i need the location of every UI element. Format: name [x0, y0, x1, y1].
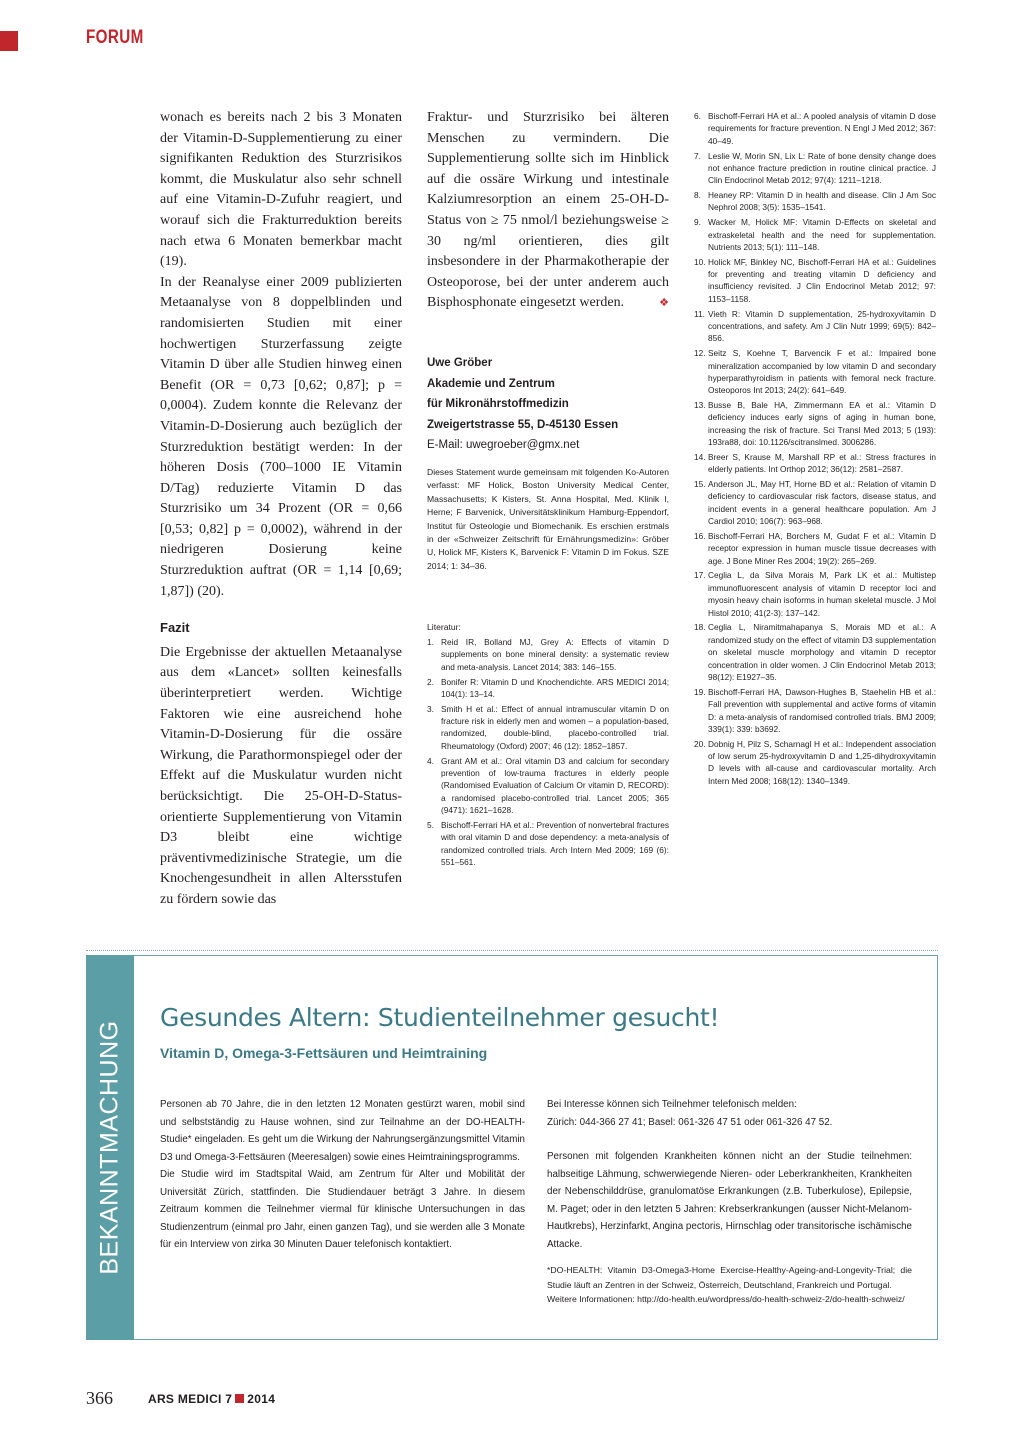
announcement-paragraph: Personen mit folgenden Krankheiten können nicht an der Studie teilnehmen: halbseitige Lähmung, schwerwiegende Nieren- oder Leberkrankheiten, Krankheiten der Nebenschilddrüse, granulomatöse Erkrankungen (z.B. Tuberkulose), Epilepsie, M. Paget; oder in den letzten 5 Jahren: Krebserkrankungen (ausser Nicht-Melanom-Hautkrebs), Herzinfarkt, Angina pectoris, Hirnschlag oder transitorische ischämische Attacke.	[547, 1151, 912, 1250]
reference-text: Heaney RP: Vitamin D in health and disease. Clin J Am Soc Nephrol 2008; 3(5): 1535–1541.	[708, 190, 936, 213]
reference-text: Dobnig H, Pilz S, Scharnagl H et al.: Independent association of low serum 25-hydroxyvitamin D and 1,25-dihydroxyvitamin D levels with all-cause and cardiovascular mortality. Arch Intern Med 2008; 168(12): 1340–1349.	[708, 738, 936, 786]
reference-item	[694, 399, 936, 449]
reference-number: 17.	[694, 570, 706, 581]
announcement-title: Gesundes Altern: Studienteilnehmer gesucht!	[160, 1003, 720, 1032]
reference-text: Grant AM et al.: Oral vitamin D3 and calcium for secondary prevention of low-trauma fractures in elderly people (Randomised Evaluation of Calcium Or vitamin D, RECORD): a randomised placebo-controlled trial. Lancet 2005; 365 (9471): 1621–1628.	[441, 755, 669, 816]
announcement-paragraph: Personen ab 70 Jahre, die in den letzten 12 Monaten gestürzt waren, mobil sind und selbstständig zu Hause wohnen, sind zur Teilnahme an der DO-HEALTH-Studie* eingeladen. Es geht um die Wirkung der Nahrungsergänzungsmittel Vitamin D3 und Omega-3-Fettsäuren (Meeresalgen) sowie eines Heimtrainingsprogramms.	[160, 1099, 525, 1163]
announcement-band-label-wrap	[86, 955, 134, 1340]
section-divider	[86, 950, 938, 951]
reference-number: 13.	[694, 400, 706, 411]
reference-item	[427, 636, 669, 673]
reference-text: Bonifer R: Vitamin D und Knochendichte. ARS MEDICI 2014; 104(1): 13–14.	[441, 676, 669, 699]
reference-list	[694, 110, 936, 790]
reference-item	[694, 189, 936, 214]
reference-text: Anderson JL, May HT, Horne BD et al.: Relation of vitamin D deficiency to cardiovascular risk factors, disease status, and incident events in a general healthcare population. Am J Cardiol 2010; 106(7): 963–968.	[708, 479, 936, 527]
reference-text: Ceglia L, Niramitmahapanya S, Morais MD et al.: A randomized study on the effect of vitamin D3 supplementation on skeletal muscle morphology and vitamin D receptor concentration in older women. J Clin Endocrinol Metab 2013; 98(12): E1927–35.	[708, 622, 936, 683]
reference-number: 5.	[427, 819, 434, 830]
reference-number: 9.	[694, 217, 701, 228]
reference-number: 1.	[427, 637, 434, 647]
journal-year: 2014	[247, 1392, 276, 1406]
reference-text: Reid IR, Bolland MJ, Grey A: Effects of vitamin D supplements on bone mineral density: a systematic review and meta-analysis. Lancet 2014; 383: 146–155.	[441, 637, 669, 672]
body-paragraph: In der Reanalyse einer 2009 publizierten Metaanalyse von 8 doppelblinden und randomisierten Studien mit einer hochwertigen Sturzerfassung zeigte Vitamin D über alle Studien hinweg einen Benefit (OR = 0,73 [0,62; 0,87]; p = 0,0004). Zudem konnte die Relevanz der Vitamin-D-Dosierung auch bezüglich der Sturzreduktion bestätigt werden: In der höheren Dosis (700–1000 IE Vitamin D/Tag) reduzierte Vitamin D das Sturzrisiko um 34 Prozent (OR = 0,66 [0,53; 0,82] p = 0,0002), während in der niedrigeren Dosierung keine Sturzreduktion auftrat (OR = 1,14 [0,69; 1,87]) (20).	[160, 274, 402, 599]
reference-text: Holick MF, Binkley NC, Bischoff-Ferrari HA et al.: Guidelines for preventing and treating vitamin D deficiency and insufficiency revisited. J Clin Endocrinol Metab 2012; 97: 1153–1158.	[708, 256, 936, 304]
spacer	[547, 1131, 912, 1148]
body-paragraph: Die Ergebnisse der aktuellen Metaanalyse aus dem «Lancet» sollten keinesfalls überinterpretiert werden. Wichtige Faktoren wie eine ausreichend hohe Vitamin-D-Dosierung für die ossäre Wirkung, die Parathormonspiegel oder der Effekt auf die Muskulatur wurden nicht berücksichtigt. Die 25-OH-D-Status-orientierte Supplementierung von Vitamin D3 bleibt eine wichtige präventivmedizinische Strategie, um die Knochengesundheit in allen Altersstufen zu fördern sowie das	[160, 644, 402, 907]
reference-number: 15.	[694, 479, 706, 490]
reference-item	[427, 676, 669, 701]
body-column-1	[160, 108, 402, 911]
reference-item	[427, 755, 669, 817]
reference-number: 19.	[694, 686, 706, 697]
reference-text: Ceglia L, da Silva Morais M, Park LK et al.: Multistep immunofluorescent analysis of vitamin D receptor loci and myosin heavy chain isoforms in human skeletal muscle. J Mol Histol 2010; 41(2-3): 137–142.	[708, 570, 936, 618]
body-paragraph	[427, 108, 669, 314]
reference-text: Bischoff-Ferrari HA, Dawson-Hughes B, Staehelin HB et al.: Fall prevention with supplemental and active forms of vitamin D: a meta-analysis of randomised controlled trials. BMJ 2009; 339(1): 339: b3692.	[708, 686, 936, 734]
reference-item	[694, 256, 936, 306]
journal-name: ARS MEDICI 7	[148, 1392, 233, 1406]
page-number: 366	[86, 1388, 113, 1408]
reference-item	[694, 150, 936, 187]
reference-number: 12.	[694, 348, 706, 359]
announcement-paragraph: Die Studie wird im Stadtspital Waid, am Zentrum für Alter und Mobilität der Universität Zürich, stattfinden. Die Studiendauer beträgt 3 Jahre. In diesem Zeitraum kommen die Teilnehmer viermal für klinische Untersuchungen in das Studienzentrum (einmal pro Jahr, einen ganzen Tag), und sie werden alle 3 Monate für ein Interview von zirka 30 Minuten Dauer telefonisch kontaktiert.	[160, 1169, 525, 1250]
reference-item	[427, 819, 669, 869]
reference-item	[694, 530, 936, 567]
reference-item	[694, 738, 936, 788]
reference-text: Wacker M, Holick MF: Vitamin D-Effects on skeletal and extraskeletal health and the need for supplementation. Nutrients 2013; 5(1): 111–148.	[708, 217, 936, 252]
spacer	[547, 1253, 912, 1263]
announcement-link[interactable]: Weitere Informationen: http://do-health.eu/wordpress/do-health-schweiz-2/do-health-schweiz/	[547, 1294, 905, 1305]
section-heading-fazit: Fazit	[160, 620, 190, 636]
reference-list	[427, 636, 669, 871]
author-email[interactable]: E-Mail: uwegroeber@gmx.net	[427, 439, 580, 452]
reference-text: Vieth R: Vitamin D supplementation, 25-hydroxyvitamin D concentrations, and safety. Am J Clin Nutr 1999; 69(5): 842–856.	[708, 308, 936, 344]
reference-number: 11.	[694, 308, 705, 319]
announcement-column-right	[547, 1096, 912, 1307]
announcement-column-left	[160, 1096, 525, 1254]
section-title: FORUM	[86, 27, 144, 48]
journal-footer	[148, 1392, 275, 1406]
reference-text: Leslie W, Morin SN, Lix L: Rate of bone density change does not enhance fracture prediction in routine clinical practice. J Clin Endocrinol Metab 2012; 97(4): 1211–1218.	[708, 150, 936, 186]
author-name: Uwe Gröber	[427, 357, 493, 369]
reference-item	[694, 621, 936, 683]
body-text: Fraktur- und Sturzrisiko bei älteren Menschen zu vermindern. Die Supplementierung sollte sich im Hinblick auf die ossäre Wirkung und intestinale Kalziumresorption an einem 25-OH-D-Status von ≥ 75 nmol/l beziehungsweise ≥ 30 ng/ml orientieren, dies gilt insbesondere in der Pharmakotherapie der Osteoporose, bei der unter anderem auch Bisphosphonate eingesetzt werden.	[427, 110, 669, 311]
square-separator-icon	[235, 1394, 244, 1403]
body-column-2	[427, 108, 669, 314]
reference-number: 7.	[694, 150, 701, 161]
announcement-footnote: *DO-HEALTH: Vitamin D3-Omega3-Home Exercise-Healthy-Ageing-and-Longevity-Trial; die Studie läuft an Zentren in der Schweiz, Österreich, Deutschland, Frankreich und Portugal.	[547, 1265, 912, 1290]
reference-text: Seitz S, Koehne T, Barvencik F et al.: Impaired bone mineralization accompanied by low vitamin D and secondary hyperparathyroidism in patients with femoral neck fracture. Osteoporos Int 2013; 24(2): 641–649.	[708, 348, 936, 396]
reference-number: 2.	[427, 676, 434, 687]
reference-number: 20.	[694, 738, 706, 749]
reference-item	[694, 569, 936, 619]
announcement-band-label: BEKANNTMACHUNG	[95, 1020, 124, 1275]
reference-number: 3.	[427, 703, 434, 714]
announcement-paragraph: Bei Interesse können sich Teilnehmer telefonisch melden:	[547, 1099, 797, 1110]
end-of-article-icon: ❖	[659, 297, 669, 310]
section-marker	[0, 31, 18, 51]
coauthor-statement: Dieses Statement wurde gemeinsam mit folgenden Ko-Autoren verfasst: MF Holick, Boston University Medical Center, Massachusetts; K Kisters, St. Anna Hospital, Med. Klinik I, Herne; F Barvenick, Universitätsklinikum Hamburg-Eppendorf, Institut für Osteologie und Biomechanik. Es erschien erstmals in der «Schweizer Zeitschrift für Ernährungsmedizin»: Gröber U, Holick MF, Kisters K, Barvenick F: Vitamin D im Fokus. SZE 2014; 1: 34–36.	[427, 467, 669, 571]
reference-text: Bischoff-Ferrari HA et al.: A pooled analysis of vitamin D dose requirements for fracture prevention. N Engl J Med 2012; 367: 40–49.	[708, 111, 936, 146]
reference-number: 10.	[694, 256, 706, 267]
author-institution: Akademie und Zentrum	[427, 377, 555, 390]
reference-item	[694, 478, 936, 528]
body-paragraph: wonach es bereits nach 2 bis 3 Monaten der Vitamin-D-Supplementierung zu einer signifikanten Reduktion des Sturzrisikos kommt, die Muskulatur also sehr schnell auf eine Vitamin-D-Zufuhr reagiert, und worauf sich die Frakturreduktion bereits nach etwa 6 Monaten bemerkbar macht (19).	[160, 110, 402, 270]
reference-number: 6.	[694, 111, 701, 121]
announcement-subtitle: Vitamin D, Omega-3-Fettsäuren und Heimtraining	[160, 1045, 488, 1061]
reference-item	[694, 451, 936, 476]
reference-item	[694, 308, 936, 345]
reference-number: 8.	[694, 190, 701, 201]
reference-number: 14.	[694, 451, 706, 462]
reference-item	[694, 347, 936, 397]
author-address: Zweigertstrasse 55, D-45130 Essen	[427, 418, 619, 431]
reference-text: Busse B, Bale HA, Zimmermann EA et al.: Vitamin D deficiency induces early signs of aging in human bone, increasing the risk of fracture. Sci Transl Med 2013; 5 (193): 193ra88, doi: 10.1126/scitranslmed. 3006286.	[708, 400, 936, 448]
reference-text: Smith H et al.: Effect of annual intramuscular vitamin D on fracture risk in elderly men and women – a population-based, randomized, double-blind, placebo-controlled trial. Rheumatology (Oxford) 2007; 46 (12): 1852–1857.	[441, 703, 669, 751]
reference-item	[427, 703, 669, 753]
reference-item	[694, 216, 936, 253]
reference-number: 16.	[694, 530, 706, 541]
reference-number: 4.	[427, 755, 434, 766]
literature-heading: Literatur:	[427, 622, 461, 632]
announcement-phone-numbers: Zürich: 044-366 27 41; Basel: 061-326 47 51 oder 061-326 47 52.	[547, 1116, 833, 1128]
author-block	[427, 353, 618, 456]
reference-text: Bischoff-Ferrari HA et al.: Prevention of nonvertebral fractures with oral vitamin D and dose dependency: a meta-analysis of randomized controlled trials. Arch Intern Med 2009; 169 (6): 551–561.	[441, 819, 669, 868]
reference-text: Breer S, Krause M, Marshall RP et al.: Stress fractures in elderly patients. Int Orthop 2012; 36(12): 2581–2587.	[708, 451, 936, 475]
reference-item	[694, 110, 936, 147]
reference-text: Bischoff-Ferrari HA, Borchers M, Gudat F et al.: Vitamin D receptor expression in human muscle tissue decreases with age. J Bone Miner Res 2004; 19(2): 265–269.	[708, 530, 936, 566]
reference-item	[694, 686, 936, 736]
author-institution: für Mikronährstoffmedizin	[427, 398, 569, 411]
reference-number: 18.	[694, 622, 706, 633]
